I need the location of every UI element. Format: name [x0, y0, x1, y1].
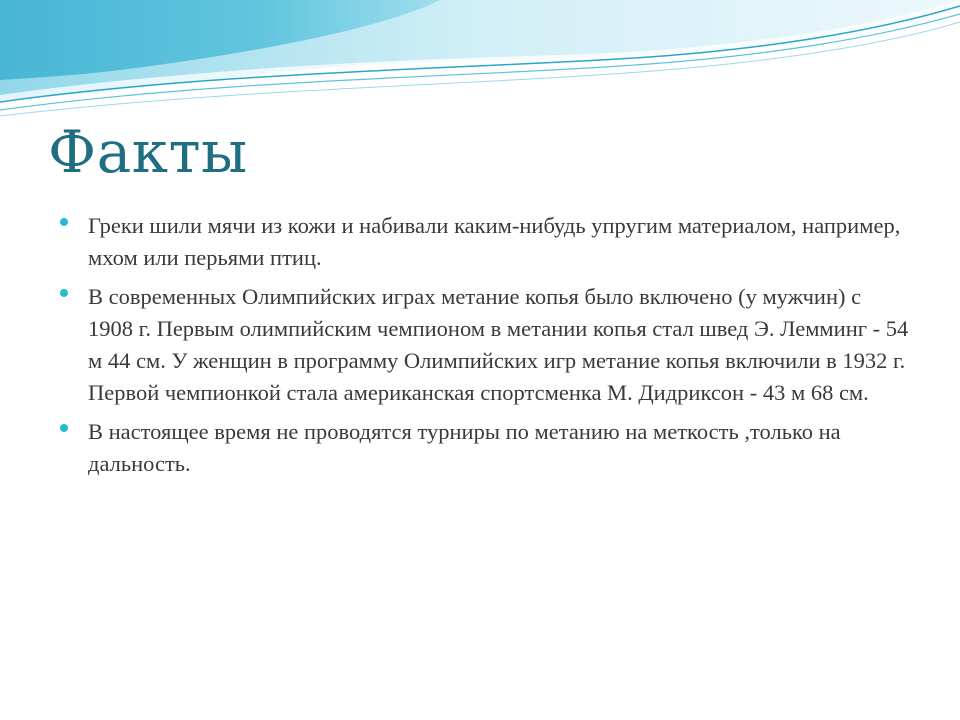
bullet-item [60, 281, 910, 409]
bullet-item [60, 416, 910, 480]
wave-decoration-icon [0, 0, 960, 120]
round-bullet-icon [60, 218, 68, 226]
round-bullet-icon [60, 424, 68, 432]
bullet-item [60, 210, 910, 274]
round-bullet-icon [60, 289, 68, 297]
bullet-text: Греки шили мячи из кожи и набивали каким-нибудь упругим материалом, например, мхом или перьями птиц. [88, 213, 901, 270]
slide-title: Факты [48, 118, 248, 186]
bullet-list [60, 210, 910, 487]
bullet-text: В настоящее время не проводятся турниры по метанию на меткость ,только на дальность. [88, 419, 841, 476]
bullet-text: В современных Олимпийских играх метание копья было включено (у мужчин) с 1908 г. Первым олимпийским чемпионом в метании копья стал швед Э. Лемминг - 54 м 44 см. У женщин в программу Олимпийских игр метание копья включили в 1932 г. Первой чемпионкой стала американская спортсменка М. Дидриксон - 43 м 68 см. [88, 284, 909, 405]
